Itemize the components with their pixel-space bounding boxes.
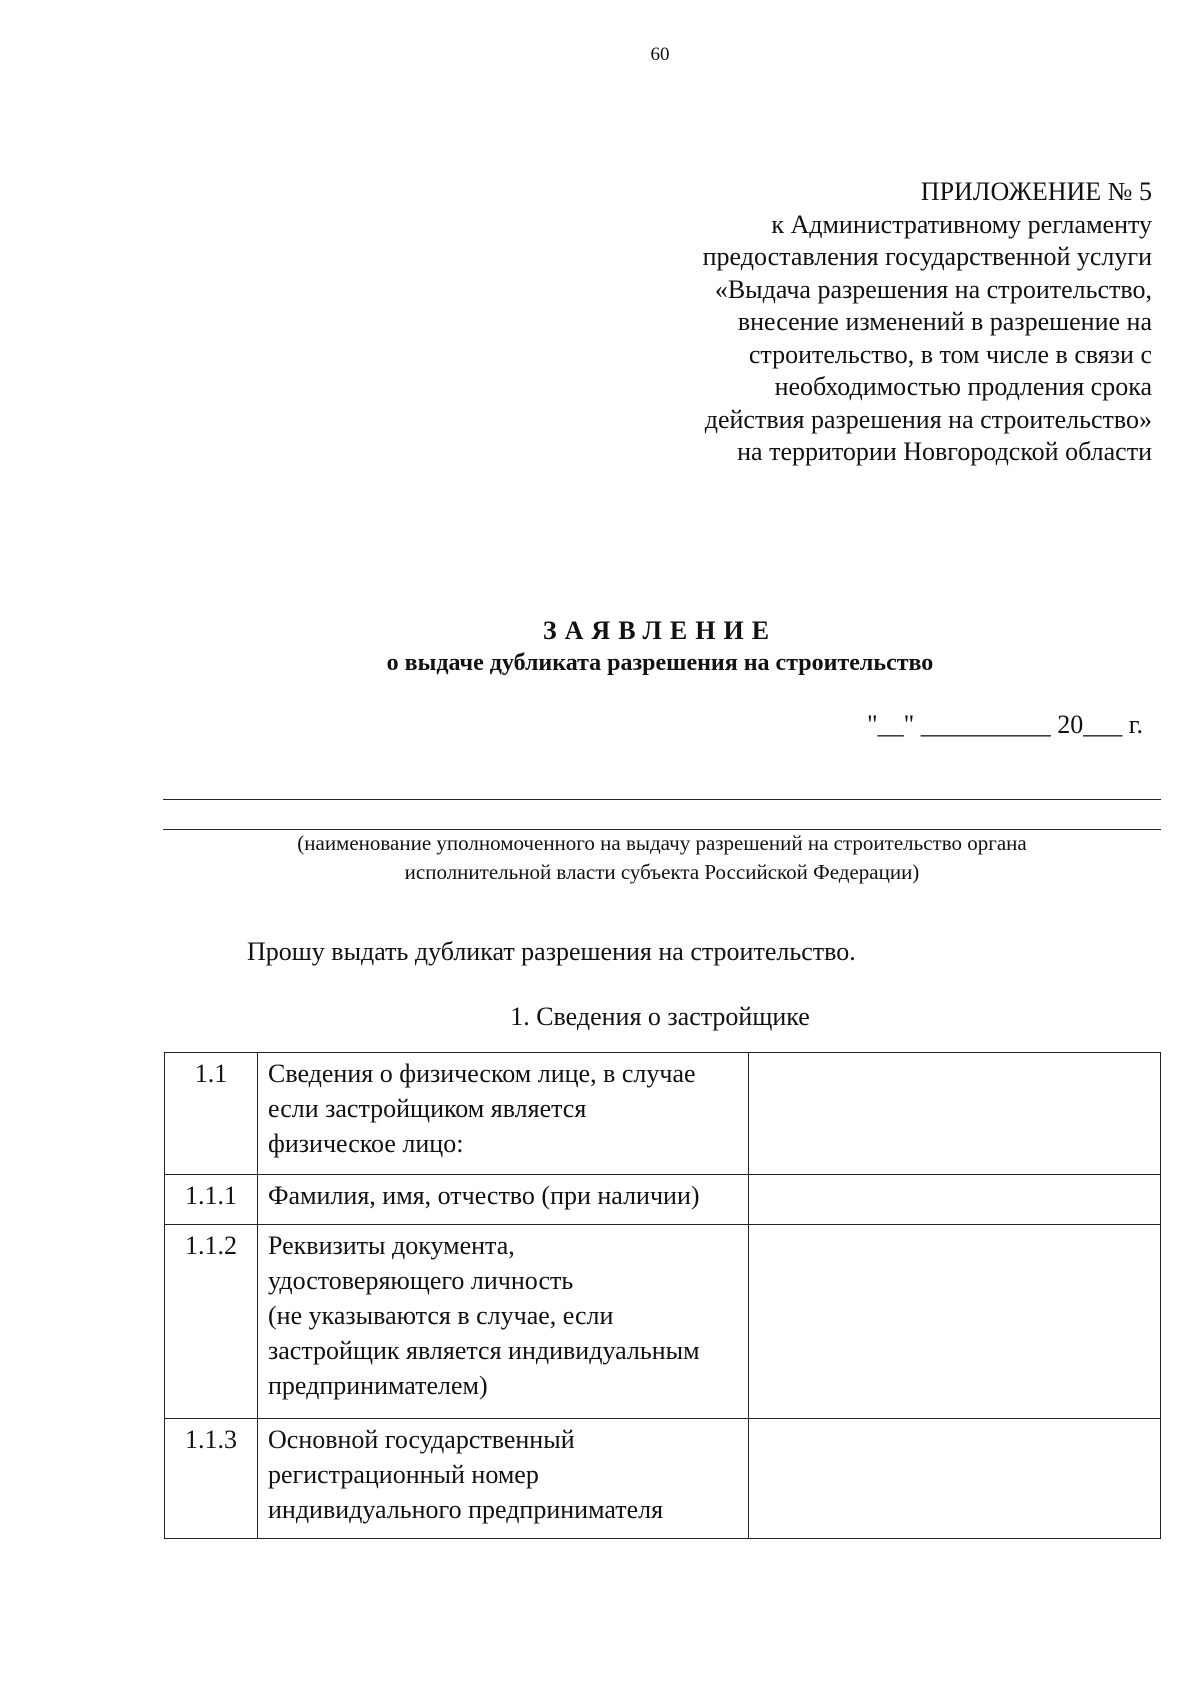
authority-caption-line: исполнительной власти субъекта Российской Федерации) [404, 860, 920, 884]
row-value-cell[interactable] [749, 1053, 1161, 1175]
table-row [165, 1175, 1161, 1225]
appendix-line: внесение изменений в разрешение на [737, 307, 1152, 336]
row-number: 1.1.3 [165, 1419, 258, 1539]
row-label-line: если застройщиком является [268, 1094, 587, 1123]
row-value-cell[interactable] [749, 1175, 1161, 1225]
document-title: ЗАЯВЛЕНИЕ [542, 616, 778, 645]
row-label-line: Реквизиты документа, [268, 1231, 515, 1260]
document-subtitle: о выдаче дубликата разрешения на строительство [386, 650, 934, 676]
row-label-line: предпринимателем) [268, 1371, 488, 1400]
row-label-line: физическое лицо: [268, 1129, 464, 1158]
row-label [258, 1053, 749, 1175]
appendix-line: «Выдача разрешения на строительство, [714, 274, 1152, 304]
row-label [258, 1225, 749, 1419]
row-label-line: индивидуального предпринимателя [268, 1495, 664, 1524]
row-number: 1.1.1 [165, 1175, 258, 1225]
row-number: 1.1.2 [165, 1225, 258, 1419]
row-label-line: Основной государственный [268, 1425, 575, 1454]
appendix-header [532, 176, 1152, 469]
row-label [258, 1175, 749, 1225]
appendix-line: необходимостью продления срока [774, 372, 1152, 401]
date-field[interactable]: "__" __________ 20___ г. [867, 710, 1143, 739]
row-value-cell[interactable] [749, 1419, 1161, 1539]
authority-caption-line: (наименование уполномоченного на выдачу разрешений на строительство органа [297, 831, 1027, 855]
document-title-block [160, 615, 1160, 679]
row-label-line: застройщик является индивидуальным [268, 1336, 700, 1365]
row-number: 1.1 [165, 1053, 258, 1175]
row-label-line: регистрационный номер [268, 1460, 539, 1489]
authority-caption [163, 829, 1161, 887]
row-label [258, 1419, 749, 1539]
section-heading: 1. Сведения о застройщике [510, 1002, 810, 1031]
row-label-line: Фамилия, имя, отчество (при наличии) [268, 1181, 700, 1210]
appendix-line: действия разрешения на строительство» [704, 404, 1152, 434]
table-row [165, 1053, 1161, 1175]
appendix-line: предоставления государственной услуги [702, 242, 1152, 271]
page-number: 60 [650, 44, 670, 65]
table-row [165, 1225, 1161, 1419]
appendix-line: к Административному регламенту [771, 209, 1152, 239]
table-row [165, 1419, 1161, 1539]
row-label-line: удостоверяющего личность [268, 1266, 574, 1295]
authority-name-line[interactable] [163, 799, 1161, 800]
applicant-info-table [164, 1052, 1161, 1539]
row-label-line: Сведения о физическом лице, в случае [268, 1059, 696, 1088]
row-label-line: (не указываются в случае, если [268, 1301, 614, 1330]
row-value-cell[interactable] [749, 1225, 1161, 1419]
appendix-line: ПРИЛОЖЕНИЕ № 5 [920, 177, 1152, 206]
appendix-line: на территории Новгородской области [737, 437, 1152, 466]
request-text: Прошу выдать дубликат разрешения на строительство. [247, 937, 856, 966]
appendix-line: строительство, в том числе в связи с [748, 339, 1152, 369]
